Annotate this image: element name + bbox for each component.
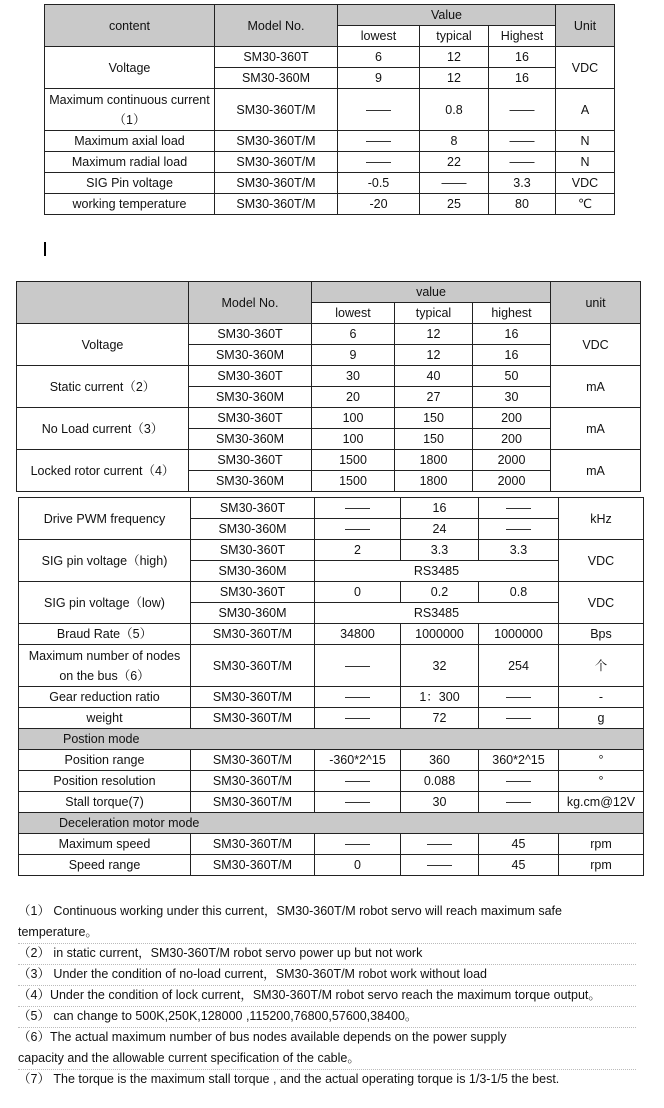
cell-lowest: —— [315,687,401,708]
footnote-6 [18,1027,636,1070]
cell-highest: 1000000 [479,624,559,645]
cell-model: SM30-360T/M [215,131,338,152]
cell-lowest: —— [315,792,401,813]
cell-model: SM30-360T [189,324,312,345]
cell-highest: 16 [473,345,551,366]
row-label: Speed range [19,855,191,876]
cell-highest: 30 [473,387,551,408]
cell-lowest: —— [315,645,401,687]
cell-lowest: 30 [312,366,395,387]
cell-lowest: -20 [338,194,420,215]
header-lowest: lowest [338,26,420,47]
cell-model: SM30-360T [189,450,312,471]
footnote-line: temperature。 [18,925,98,939]
cell-model: SM30-360M [189,471,312,492]
footnote-1 [18,901,636,944]
header-unit: Unit [556,5,615,47]
cell-unit: VDC [559,540,644,582]
cell-model: SM30-360T/M [215,173,338,194]
cell-highest: —— [479,792,559,813]
cell-unit: rpm [559,855,644,876]
cell-model: SM30-360T/M [191,834,315,855]
cell-typical: 150 [395,408,473,429]
cell-typical: 25 [420,194,489,215]
cell-model: SM30-360T/M [215,152,338,173]
footnote-line: （6）The actual maximum number of bus nodes available depends on the power supply [18,1030,507,1044]
header-model: Model No. [189,282,312,324]
cell-highest: 2000 [473,471,551,492]
section-deceleration-mode: Deceleration motor mode [19,813,644,834]
cell-unit: mA [551,450,641,492]
header-typical: typical [395,303,473,324]
row-label: SIG Pin voltage [45,173,215,194]
spec-table-1 [44,4,615,215]
cell-typical: 1800 [395,471,473,492]
cell-unit: VDC [556,173,615,194]
cell-typical: 1800 [395,450,473,471]
cell-model: SM30-360T/M [191,771,315,792]
cell-typical: 32 [401,645,479,687]
footnote-5 [18,1006,636,1028]
cell-unit: mA [551,408,641,450]
header-value: Value [338,5,556,26]
cell-lowest: 2 [315,540,401,561]
header-unit: unit [551,282,641,324]
cell-unit: kg.cm@12V [559,792,644,813]
cell-unit: VDC [556,47,615,89]
cell-lowest: 0 [315,582,401,603]
footnote-line: （2） in static current，SM30-360T/M robot servo power up but not work [18,946,423,960]
cell-model: SM30-360T/M [191,687,315,708]
cell-typical: —— [401,855,479,876]
cell-lowest: 100 [312,429,395,450]
cell-highest: —— [489,152,556,173]
cell-highest: 3.3 [479,540,559,561]
spec-table-3 [18,497,644,876]
cell-model: SM30-360T [215,47,338,68]
row-label: Position resolution [19,771,191,792]
cell-lowest: 1500 [312,471,395,492]
cell-lowest: —— [315,708,401,729]
cell-typical: —— [401,834,479,855]
cell-highest: —— [479,708,559,729]
cell-unit: N [556,131,615,152]
row-label: Maximum radial load [45,152,215,173]
row-label: Maximum speed [19,834,191,855]
cell-model: SM30-360T/M [191,708,315,729]
cell-model: SM30-360T [189,408,312,429]
cell-typical: 72 [401,708,479,729]
row-label: Gear reduction ratio [19,687,191,708]
cell-typical: 12 [420,68,489,89]
cell-unit: VDC [551,324,641,366]
cell-merged: RS3485 [315,603,559,624]
cell-lowest: 100 [312,408,395,429]
header-typical: typical [420,26,489,47]
header-highest: Highest [489,26,556,47]
cell-lowest: —— [338,152,420,173]
cell-lowest: 1500 [312,450,395,471]
footnote-3 [18,964,636,986]
footnote-line: （4）Under the condition of lock current，SM30-360T/M robot servo reach the maximum torque output。 [18,988,601,1002]
cell-model: SM30-360M [191,561,315,582]
cell-model: SM30-360T/M [215,89,338,131]
spec-table-2 [16,281,641,492]
cell-lowest: 6 [338,47,420,68]
header-content: content [45,5,215,47]
cell-highest: —— [479,519,559,540]
cell-highest: —— [489,89,556,131]
footnote-2 [18,943,636,965]
row-label: working temperature [45,194,215,215]
cell-unit: g [559,708,644,729]
cell-model: SM30-360T [189,366,312,387]
row-label: Voltage [17,324,189,366]
cell-model: SM30-360T [191,498,315,519]
cell-highest: —— [479,687,559,708]
cell-highest: 254 [479,645,559,687]
cell-model: SM30-360M [189,387,312,408]
cell-highest: 200 [473,408,551,429]
cell-unit: - [559,687,644,708]
cell-typical: 27 [395,387,473,408]
cell-highest: 360*2^15 [479,750,559,771]
cell-model: SM30-360T/M [191,792,315,813]
cell-highest: 16 [489,47,556,68]
cell-unit: ℃ [556,194,615,215]
cell-typical: 12 [395,324,473,345]
cell-highest: —— [479,498,559,519]
footnote-line: capacity and the allowable current specification of the cable。 [18,1051,360,1065]
cell-model: SM30-360T/M [215,194,338,215]
row-label: SIG pin voltage（high) [19,540,191,582]
cell-unit: A [556,89,615,131]
cell-unit: ° [559,771,644,792]
cell-model: SM30-360M [215,68,338,89]
cell-typical: 1000000 [401,624,479,645]
cell-unit: ° [559,750,644,771]
footnote-line: （7） The torque is the maximum stall torque , and the actual operating torque is 1/3-1/5 the best. [18,1072,560,1086]
header-model: Model No. [215,5,338,47]
cell-highest: 50 [473,366,551,387]
row-label: Voltage [45,47,215,89]
cell-lowest: -360*2^15 [315,750,401,771]
cell-lowest: —— [315,498,401,519]
cell-model: SM30-360T [191,540,315,561]
cell-typical: —— [420,173,489,194]
row-label: Locked rotor current（4） [17,450,189,492]
row-label: No Load current（3） [17,408,189,450]
row-label: Maximum continuous current（1） [45,89,215,131]
cell-model: SM30-360T/M [191,624,315,645]
cell-typical: 12 [395,345,473,366]
cell-typical: 30 [401,792,479,813]
footnote-7 [18,1069,636,1090]
cell-highest: 45 [479,834,559,855]
cell-typical: 8 [420,131,489,152]
header-value: value [312,282,551,303]
cell-typical: 40 [395,366,473,387]
cell-typical: 24 [401,519,479,540]
cell-lowest: 0 [315,855,401,876]
cell-unit: kHz [559,498,644,540]
cell-model: SM30-360M [191,519,315,540]
cell-highest: 0.8 [479,582,559,603]
header-highest: highest [473,303,551,324]
cell-unit: N [556,152,615,173]
cell-model: SM30-360T/M [191,750,315,771]
cell-highest: 80 [489,194,556,215]
footnote-line: （1） Continuous working under this current，SM30-360T/M robot servo will reach maximum safe [18,904,562,918]
cell-model: SM30-360T/M [191,645,315,687]
text-cursor [44,242,46,256]
row-label: Maximum axial load [45,131,215,152]
cell-typical: 0.2 [401,582,479,603]
cell-highest: 16 [489,68,556,89]
cell-lowest: 9 [338,68,420,89]
cell-model: SM30-360T [191,582,315,603]
cell-highest: 16 [473,324,551,345]
cell-unit: mA [551,366,641,408]
cell-unit: 个 [559,645,644,687]
cell-lowest: 34800 [315,624,401,645]
cell-unit: rpm [559,834,644,855]
section-position-mode: Postion mode [19,729,644,750]
cell-lowest: —— [315,834,401,855]
cell-lowest: 6 [312,324,395,345]
cell-model: SM30-360M [191,603,315,624]
footnote-line: （3） Under the condition of no-load current，SM30-360T/M robot work without load [18,967,487,981]
cell-model: SM30-360T/M [191,855,315,876]
cell-highest: 3.3 [489,173,556,194]
cell-highest: —— [489,131,556,152]
cell-lowest: —— [315,519,401,540]
cell-lowest: 9 [312,345,395,366]
cell-lowest: 20 [312,387,395,408]
cell-typical: 1：300 [401,687,479,708]
cell-highest: 45 [479,855,559,876]
cell-model: SM30-360M [189,345,312,366]
row-label: Drive PWM frequency [19,498,191,540]
cell-typical: 0.8 [420,89,489,131]
cell-typical: 22 [420,152,489,173]
row-label: Braud Rate（5） [19,624,191,645]
cell-merged: RS3485 [315,561,559,582]
cell-typical: 150 [395,429,473,450]
cell-lowest: —— [338,89,420,131]
cell-typical: 3.3 [401,540,479,561]
cell-lowest: —— [338,131,420,152]
footnote-4 [18,985,636,1007]
header-lowest: lowest [312,303,395,324]
cell-lowest: -0.5 [338,173,420,194]
cell-model: SM30-360M [189,429,312,450]
cell-lowest: —— [315,771,401,792]
row-label: Maximum number of nodes on the bus（6） [19,645,191,687]
row-label: Static current（2） [17,366,189,408]
row-label: Position range [19,750,191,771]
cell-highest: —— [479,771,559,792]
cell-typical: 0.088 [401,771,479,792]
cell-typical: 12 [420,47,489,68]
row-label: weight [19,708,191,729]
cell-unit: VDC [559,582,644,624]
row-label: SIG pin voltage（low) [19,582,191,624]
header-content [17,282,189,324]
row-label: Stall torque(7) [19,792,191,813]
footnote-line: （5） can change to 500K,250K,128000 ,115200,76800,57600,38400。 [18,1009,418,1023]
cell-highest: 2000 [473,450,551,471]
cell-unit: Bps [559,624,644,645]
cell-typical: 16 [401,498,479,519]
cell-typical: 360 [401,750,479,771]
cell-highest: 200 [473,429,551,450]
